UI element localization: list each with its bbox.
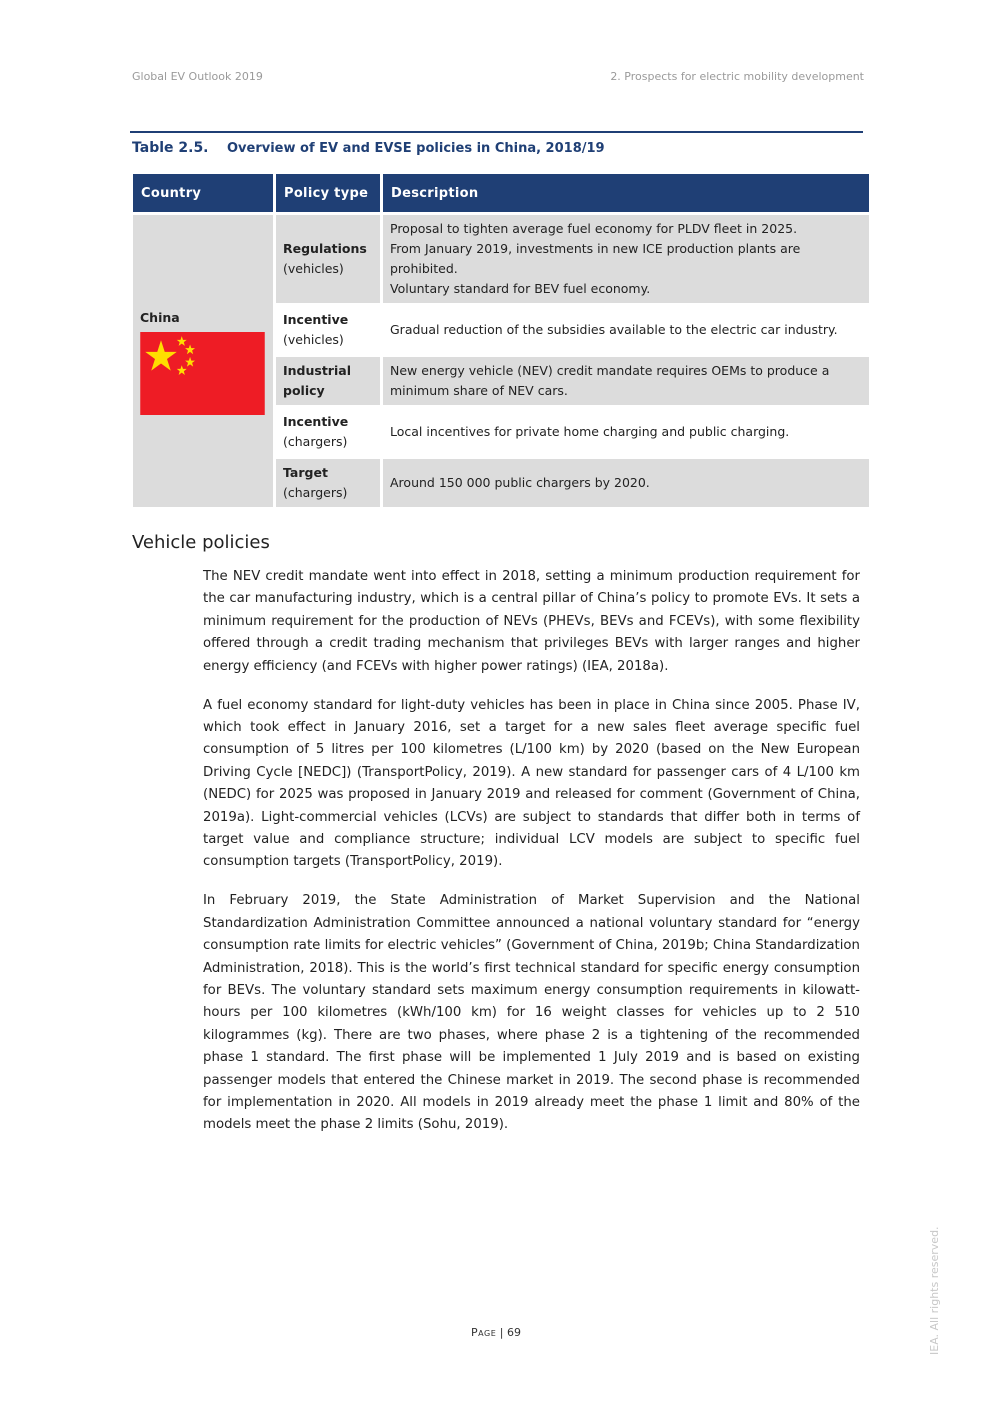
policy-type-label: Regulations (283, 241, 367, 256)
policy-type-label: Industrial policy (283, 363, 351, 398)
description-cell (383, 459, 869, 507)
policy-type-cell (276, 459, 380, 507)
paragraph: A fuel economy standard for light-duty vehicles has been in place in China since 2005. Phase IV, which took effect in January 2016, set a target for a new sales fleet average specific fuel consumption of 5 litres per 100 kilometres (L/100 km) by 2020 (based on the New European Driving Cycle [NEDC]) (TransportPolicy, 2019). A new standard for passenger cars of 4 L/100 km (NEDC) for 2025 was proposed in January 2019 and released for comment (Government of China, 2019a). Light-commercial vehicles (LCVs) are subject to standards that differ both in terms of target value and compliance structure; individual LCV models are subject to specific fuel consumption targets (TransportPolicy, 2019). (203, 697, 860, 870)
policy-type-cell (276, 357, 380, 405)
column-header-country: Country (133, 174, 273, 212)
policy-type-sub: (vehicles) (283, 332, 344, 347)
column-header-description: Description (383, 174, 869, 212)
policy-type-cell (276, 215, 380, 303)
page-label: Page (471, 1326, 497, 1339)
policy-type-label: Target (283, 465, 328, 480)
running-header-right: 2. Prospects for electric mobility development (610, 70, 864, 83)
page-separator: | (496, 1326, 507, 1339)
description-line: Local incentives for private home charging and public charging. (390, 424, 790, 439)
paragraph: The NEV credit mandate went into effect in 2018, setting a minimum production requirement for the car manufacturing industry, which is a central pillar of China’s policy to promote EVs. It sets a minimum requirement for the production of NEVs (PHEVs, BEVs and FCEVs), with some flexibility offered through a credit trading mechanism that privileges BEVs with larger ranges and higher energy efficiency (and FCEVs with higher power ratings) (IEA, 2018a). (203, 569, 860, 674)
description-line: Gradual reduction of the subsidies available to the electric car industry. (390, 322, 838, 337)
table-header-row (133, 174, 869, 212)
policy-type-cell (276, 306, 380, 354)
table-row (133, 215, 869, 303)
description-cell (383, 357, 869, 405)
policy-type-label: Incentive (283, 312, 349, 327)
policy-table (130, 171, 872, 510)
description-line: From January 2019, investments in new ICE production plants are prohibited. (390, 241, 801, 276)
running-header-left: Global EV Outlook 2019 (132, 70, 263, 83)
description-line: Around 150 000 public chargers by 2020. (390, 475, 650, 490)
description-line: Voluntary standard for BEV fuel economy. (390, 281, 651, 296)
description-cell (383, 215, 869, 303)
description-cell (383, 306, 869, 354)
description-cell (383, 408, 869, 456)
policy-type-sub: (vehicles) (283, 261, 344, 276)
country-cell (133, 215, 273, 507)
section-heading: Vehicle policies (132, 532, 270, 553)
policy-type-sub: (chargers) (283, 485, 348, 500)
description-line: Proposal to tighten average fuel economy for PLDV fleet in 2025. (390, 221, 798, 236)
country-name: China (140, 309, 180, 325)
column-header-policy-type: Policy type (276, 174, 380, 212)
policy-type-sub: (chargers) (283, 434, 348, 449)
table-caption (132, 140, 605, 156)
body-text (203, 566, 860, 1153)
description-line: New energy vehicle (NEV) credit mandate requires OEMs to produce a minimum share of NEV cars. (390, 363, 830, 398)
china-flag-icon (140, 332, 265, 415)
page-footer (0, 1326, 992, 1339)
paragraph: In February 2019, the State Administration of Market Supervision and the National Standardization Administration Committee announced a national voluntary standard for “energy consumption rate limits for electric vehicles” (Government of China, 2019b; China Standardization Administration, 2018). This is the world’s first technical standard for specific energy consumption for BEVs. The voluntary standard sets maximum energy consumption requirements in kilowatt-hours per 100 kilometres (kWh/100 km) for 16 weight classes for vehicles up to 2 510 kilogrammes (kg). There are two phases, where phase 2 is a tightening of the recommended phase 1 standard. The first phase will be implemented 1 July 2019 and is based on existing passenger models that entered the Chinese market in 2019. The second phase is recommended for implementation in 2020. All models in 2019 already meet the phase 1 limit and 80% of the models meet the phase 2 limits (Sohu, 2019). (203, 893, 860, 1133)
table-top-rule (130, 131, 863, 133)
policy-type-cell (276, 408, 380, 456)
policy-type-label: Incentive (283, 414, 349, 429)
table-number: Table 2.5. (132, 140, 209, 156)
rights-notice: IEA. All rights reserved. (928, 1226, 941, 1355)
table-title: Overview of EV and EVSE policies in China, 2018/19 (227, 141, 605, 156)
page-number: 69 (506, 1326, 521, 1339)
